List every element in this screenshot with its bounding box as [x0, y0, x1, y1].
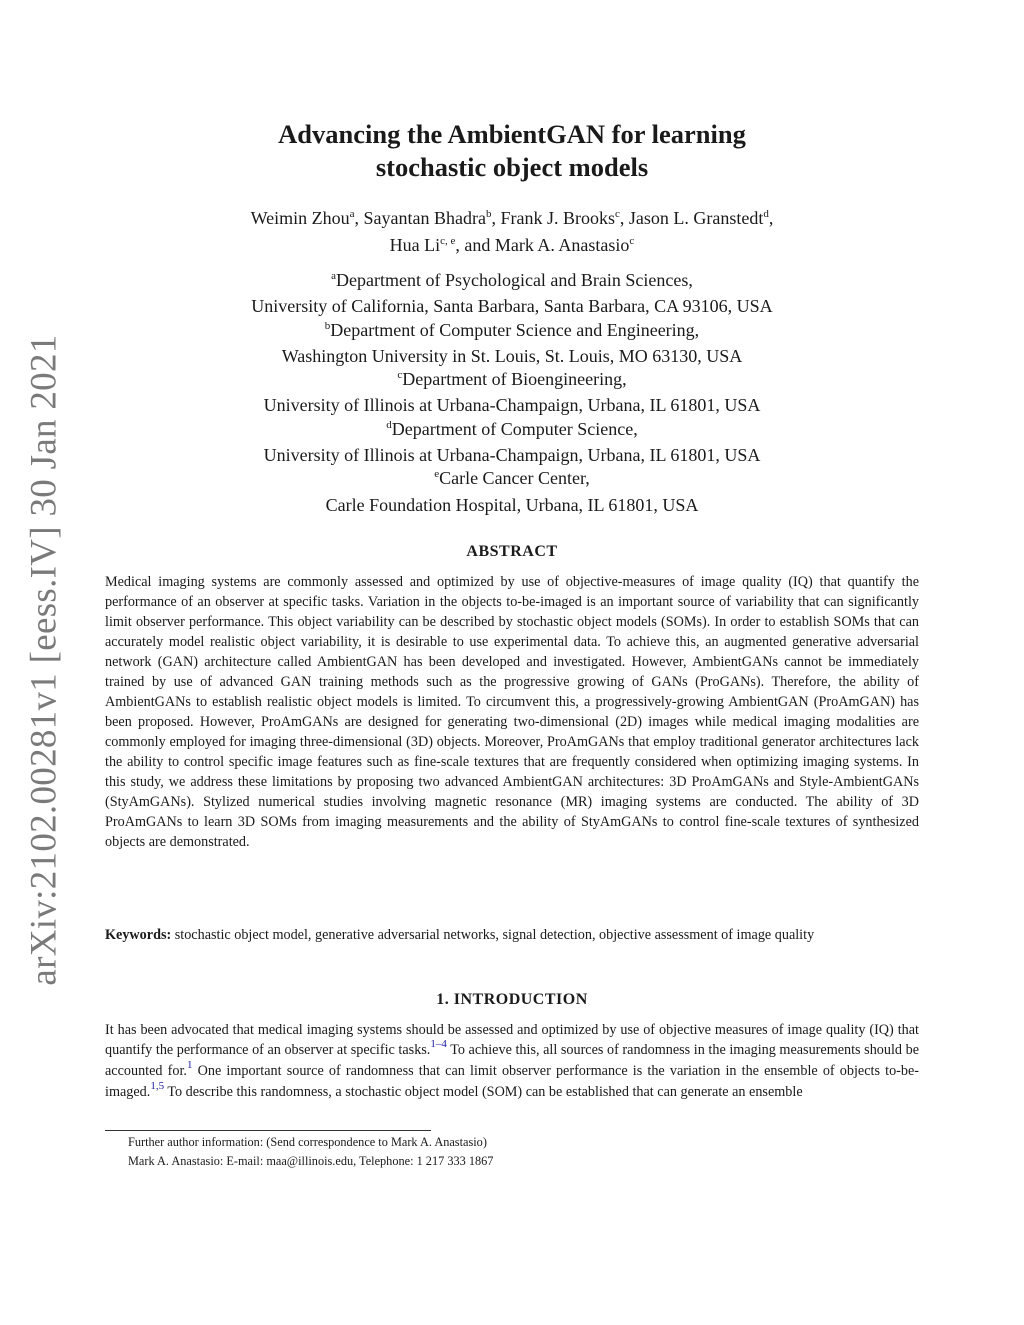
affiliation-a-address: University of California, Santa Barbara, Santa Barbara, CA 93106, USA [251, 296, 773, 317]
footnote-contact: Mark A. Anastasio: E-mail: maa@illinois.edu, Telephone: 1 217 333 1867 [128, 1154, 494, 1168]
introduction-heading: 1. INTRODUCTION [436, 991, 588, 1008]
citation-link[interactable]: 1–4 [430, 1038, 447, 1050]
affiliation-b: $^b$Department of Computer Science and Engineering, [324, 319, 700, 340]
affiliation-mark: b [324, 319, 331, 332]
affiliation-mark: b [486, 208, 492, 220]
abstract-body [105, 572, 919, 852]
title-line-1: Advancing the AmbientGAN for learning [278, 119, 746, 149]
citation-link[interactable]: 1,5 [150, 1080, 165, 1092]
affiliation-mark: d [763, 208, 769, 220]
affiliation-mark: a [331, 270, 336, 282]
affiliation-e: $^e$Carle Cancer Center, [434, 468, 590, 489]
affiliation-mark: c [397, 369, 403, 382]
keywords-block [105, 925, 919, 945]
arxiv-identifier-stamp: arXiv:2102.00281v1 [eess.IV] 30 Jan 2021 [23, 334, 65, 986]
affiliation-mark: c [629, 235, 635, 247]
footnote-author-info: Further author information: (Send correspondence to Mark A. Anastasio) [128, 1135, 487, 1149]
affiliation-d-address: University of Illinois at Urbana-Champaign, Urbana, IL 61801, USA [263, 445, 761, 466]
affiliation-a: $^a$Department of Psychological and Brain Sciences, [331, 270, 693, 290]
abstract-text: Medical imaging systems are commonly assessed and optimized by use of objective-measures of image quality (IQ) that quantify the performance of an observer at specific tasks. Variation in the objects to-be-imaged is an important source of variability that can significantly limit observer performance. This object variability can be described by stochastic object models (SOMs). In order to establish SOMs that can accurately model realistic object variability, it is desirable to use experimental data. To achieve this, an augmented generative adversarial network (GAN) architecture called AmbientGAN has been developed and investigated. However, AmbientGANs cannot be immediately trained by use of advanced GAN training methods such as the progressive growing of GANs (ProGANs). Therefore, the ability of AmbientGANs to establish realistic object models is limited. To circumvent this, a progressively-growing AmbientGAN (ProAmGAN) has been proposed. However, ProAmGANs are designed for generating two-dimensional (2D) images while medical imaging modalities are commonly employed for imaging three-dimensional (3D) objects. Moreover, ProAmGANs that employ traditional generator architectures lack the ability to control specific image features such as fine-scale textures that are frequently considered when optimizing imaging systems. In this study, we address these limitations by proposing two advanced AmbientGAN architectures: 3D ProAmGANs and Style-AmbientGANs (StyAmGANs). Stylized numerical studies involving magnetic resonance (MR) imaging systems are conducted. The ability of 3D ProAmGANs to learn 3D SOMs from imaging measurements and the ability of StyAmGANs to control fine-scale textures of synthesized objects are demonstrated. [105, 574, 919, 850]
keywords-label: Keywords: [105, 927, 172, 943]
author-name: Frank J. Brooks [500, 208, 616, 228]
author-list [130, 206, 894, 260]
affiliation-d: $^d$Department of Computer Science, [386, 418, 638, 439]
author-name: Weimin Zhou [250, 208, 350, 228]
footnote-divider [105, 1130, 431, 1131]
author-name: Jason L. Granstedt [628, 208, 764, 228]
affiliation-e-address: Carle Foundation Hospital, Urbana, IL 61801, USA [325, 494, 699, 515]
affiliation-list [150, 269, 874, 517]
author-line-2: Hua Li$^{c, e}$, and Mark A. Anastasio$^c$ [389, 235, 635, 255]
affiliation-b-address: Washington University in St. Louis, St. Louis, MO 63130, USA [281, 345, 743, 366]
affiliation-c: $^c$Department of Bioengineering, [397, 369, 627, 390]
affiliation-mark: d [386, 418, 392, 431]
author-name: Hua Li [389, 235, 441, 255]
introduction-body: It has been advocated that medical imaging systems should be assessed and optimized by use of objective measures of image quality (IQ) that quantify the performance of an observer at specific tasks.$^{1-4}$ To achieve this, all sources of randomness in the imaging measurements should be accounted for.$^1$ One important source of randomness that can limit observer performance is the variation in the ensemble of objects to-be-imaged.$^{1,5}$ To describe this randomness, a stochastic object model (SOM) can be established that can generate an ensemble [105, 1022, 919, 1100]
affiliation-mark: c [615, 208, 620, 220]
author-name: Mark A. Anastasio [494, 235, 630, 255]
footnotes [128, 1133, 828, 1171]
citation-link[interactable]: 1 [186, 1059, 193, 1071]
author-name: Sayantan Bhadra [363, 208, 486, 228]
affiliation-c-address: University of Illinois at Urbana-Champaign, Urbana, IL 61801, USA [263, 395, 761, 416]
affiliation-mark: c, e [440, 235, 456, 247]
abstract-heading: ABSTRACT [466, 543, 558, 560]
author-conjunction: and [464, 235, 491, 255]
affiliation-mark: a [349, 208, 355, 220]
author-line-1: Weimin Zhou$^a$, Sayantan Bhadra$^b$, Frank J. Brooks$^c$, Jason L. Granstedt$^d$, [250, 208, 774, 228]
paper-title [150, 118, 874, 184]
title-line-2: stochastic object models [375, 152, 649, 182]
affiliation-mark: e [434, 468, 440, 481]
keywords-text: stochastic object model, generative adversarial networks, signal detection, objective assessment of image quality [174, 927, 815, 943]
